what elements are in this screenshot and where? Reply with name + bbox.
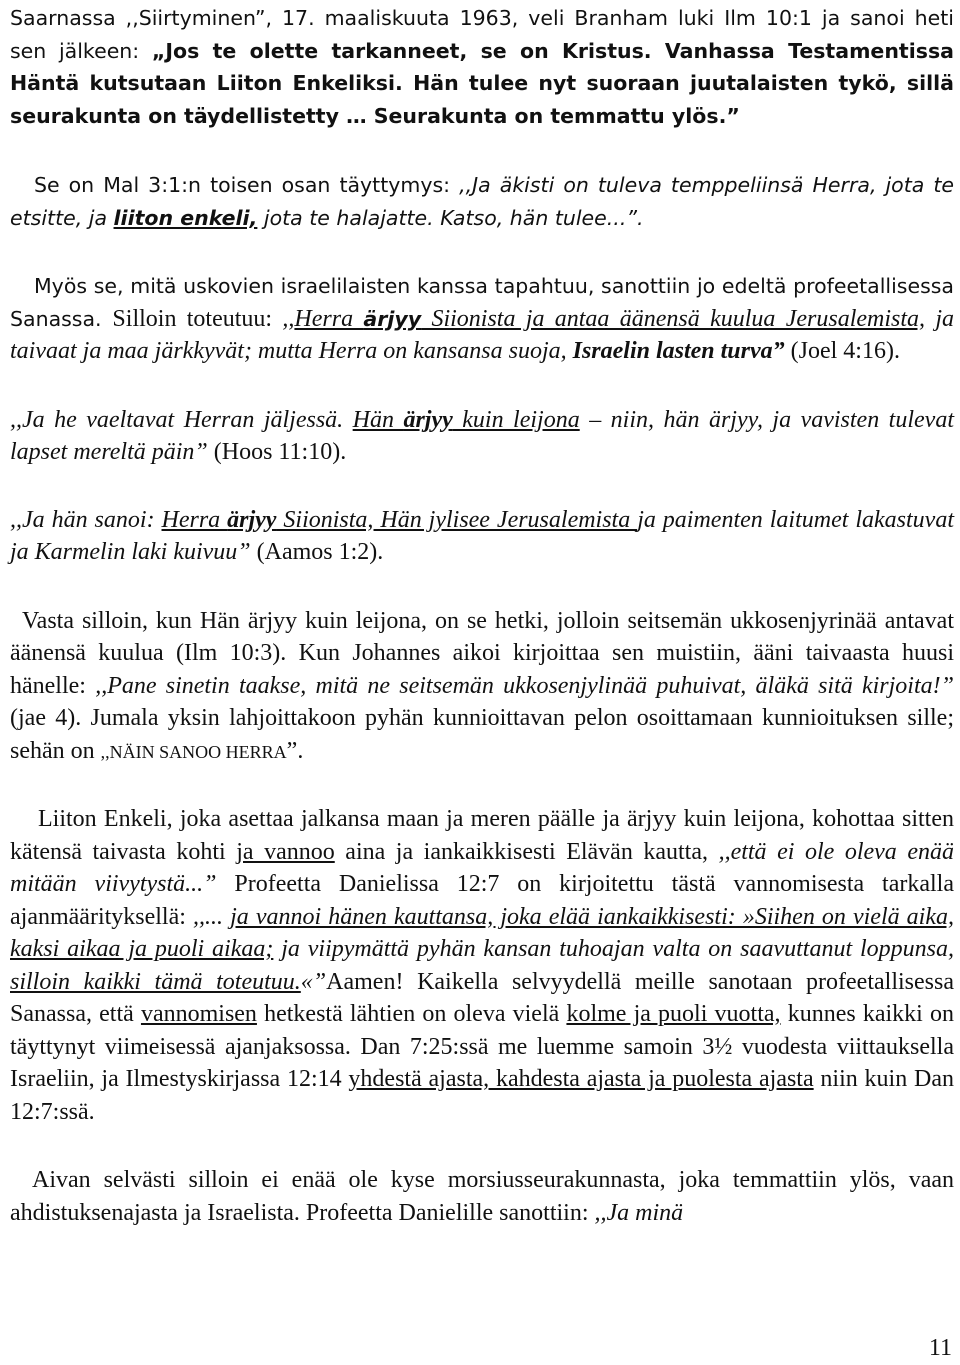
text-run: Aivan selvästi silloin ei enää ole kyse morsiusseurakunnasta, joka temmattiin ylös, vaan ahdistuksenajasta ja Israelista. Profeetta Danielille sanottiin: [10,1167,954,1226]
text-run: Myös se, mitä uskovien israelilaisten kanssa tapahtuu, sanottiin jo edeltä profeetallisessa Sanassa. [10,274,954,331]
text-run: ,,... [193,903,231,930]
paragraph-5 [10,504,954,569]
text-run: Siionista, Hän jylisee Jerusalemista [276,506,638,533]
text-run: Se on Mal 3:1:n toisen osan täyttymys: [34,173,460,197]
text-run: ärjyy [403,406,453,433]
text-run: ja vannoi hänen kauttansa, joka elää iankaikkisesti: »Siihen on vielä aika, kaksi aikaa ja puoli aikaa; [10,903,954,962]
text-run: ärjyy [227,506,277,533]
text-run: Saarnassa ,,Siirtyminen”, 17. maaliskuuta 1963, veli Branham luki Ilm 10:1 ja sanoi heti sen jälkeen: [10,6,954,63]
text-run: Profeetta Danielissa 12:7 on kirjoitettu tästä vannomisesta tarkalla ajanmäärityksellä: [10,871,954,930]
text-run: (Hoos 11:10). [207,439,347,465]
text-run: (Joel 4:16). [784,338,900,364]
text-run: Silloin toteutuu: [112,305,283,332]
text-run: aina ja iankaikkisesti Elävän kautta, [334,838,719,865]
paragraph-6 [10,605,954,769]
paragraph-4 [10,404,954,469]
text-run: ja vannoo [236,838,335,865]
text-run: Herra [161,506,228,533]
text-run: – niin, hän ärjyy, ja vavisten tulevat lapset mereltä päin” [10,406,954,465]
text-run: ,,Ja hän sanoi: [10,506,162,533]
text-run: Vasta silloin, kun Hän ärjyy kuin leijona, on se hetki, jolloin seitsemän ukkosenjyrinää antavat äänensä kuulua (Ilm 10:3). Kun Johannes aikoi kirjoittaa sen muistiin, ääni taivaasta huusi hänelle: [10,607,954,699]
text-run: Israelin lasten turva” [572,338,785,364]
text-run: ,,NÄIN SANOO HERRA [100,741,287,762]
text-run: kunnes kaikki on täyttynyt viimeisessä ajanjaksossa. Dan 7:25:ssä me luemme samoin 3½ vuodesta viittauksella Israeliin, ja Ilmestyskirjassa 12:14 [10,1001,954,1092]
text-run: Hän [352,406,404,433]
text-run: liiton enkeli, [113,205,258,230]
text-run: jota te halajatte. Katso, hän tulee...”. [257,205,644,230]
text-run: hetkestä lähtien on oleva vielä [256,1001,567,1027]
paragraph-2 [10,169,954,234]
paragraph-3 [10,270,954,368]
paragraph-1 [10,2,954,132]
text-run: niin kuin Dan 12:7:ssä. [10,1066,954,1125]
text-run: ,,Ja minä [594,1199,684,1226]
text-run: „Jos te olette tarkanneet, se on Kristus. Vanhassa Testamentissa Häntä kutsutaan Liiton Enkeliksi. Hän tulee nyt suoraan juutalaisten tykö, sillä seurakunta on täydellistetty … Seurakunta on temmattu ylös.” [10,38,954,128]
text-run: ,,Pane sinetin taakse, mitä ne seitsemän ukkosenjylinää puhuivat, äläkä sitä kirjoita!” [95,672,954,699]
text-run: yhdestä ajasta, kahdesta ajasta ja puolesta ajasta [348,1066,814,1092]
text-run: ja taivaat ja maa järkkyvät; mutta Herra on kansansa suoja, [10,305,955,364]
text-run: ”. [286,737,304,764]
paragraph-8 [10,1164,954,1229]
text-run: (Aamos 1:2). [250,539,384,565]
text-run: kuin leijona [452,406,580,433]
text-run: ärjyy [363,306,422,331]
text-run: kolme ja puoli vuotta, [566,1001,781,1027]
page-number: 11 [928,1335,952,1361]
text-run: Aamen! Kaikella selvyydellä meille sanotaan profeetallisessa Sanassa, että [10,968,954,1027]
text-run: Siionista ja antaa äänensä kuulua Jerusalemista, [421,305,926,332]
text-run: ja paimenten laitumet lakastuvat ja Karmelin laki kuivuu” [10,506,954,565]
text-run: ,,Ja he vaeltavat Herran jäljessä. [10,406,353,433]
paragraph-7 [10,803,954,1128]
text-run: ja viipymättä pyhän kansan tuhoajan valta on saavuttanut loppunsa, [273,936,955,962]
text-run: vannomisen [140,1001,257,1027]
text-run: Liiton Enkeli, joka asettaa jalkansa maan ja meren päälle ja ärjyy kuin leijona, kohottaa sitten kätensä taivasta kohti [10,806,954,865]
text-run: ,, [282,305,295,332]
text-run: (jae 4). Jumala yksin lahjoittakoon pyhän kunnioittavan pelon osoittamaan kunnioituksen sille; sehän on [10,705,954,764]
text-run: silloin kaikki tämä toteutuu. [10,968,301,995]
text-run: «” [300,968,327,995]
document-page [10,0,954,1229]
text-run: Herra [294,305,364,332]
text-run: ,,että ei ole oleva enää mitään viivytystä...” [10,838,954,897]
text-run: ,,Ja äkisti on tuleva temppeliinsä Herra, jota te etsitte, ja [10,173,954,230]
